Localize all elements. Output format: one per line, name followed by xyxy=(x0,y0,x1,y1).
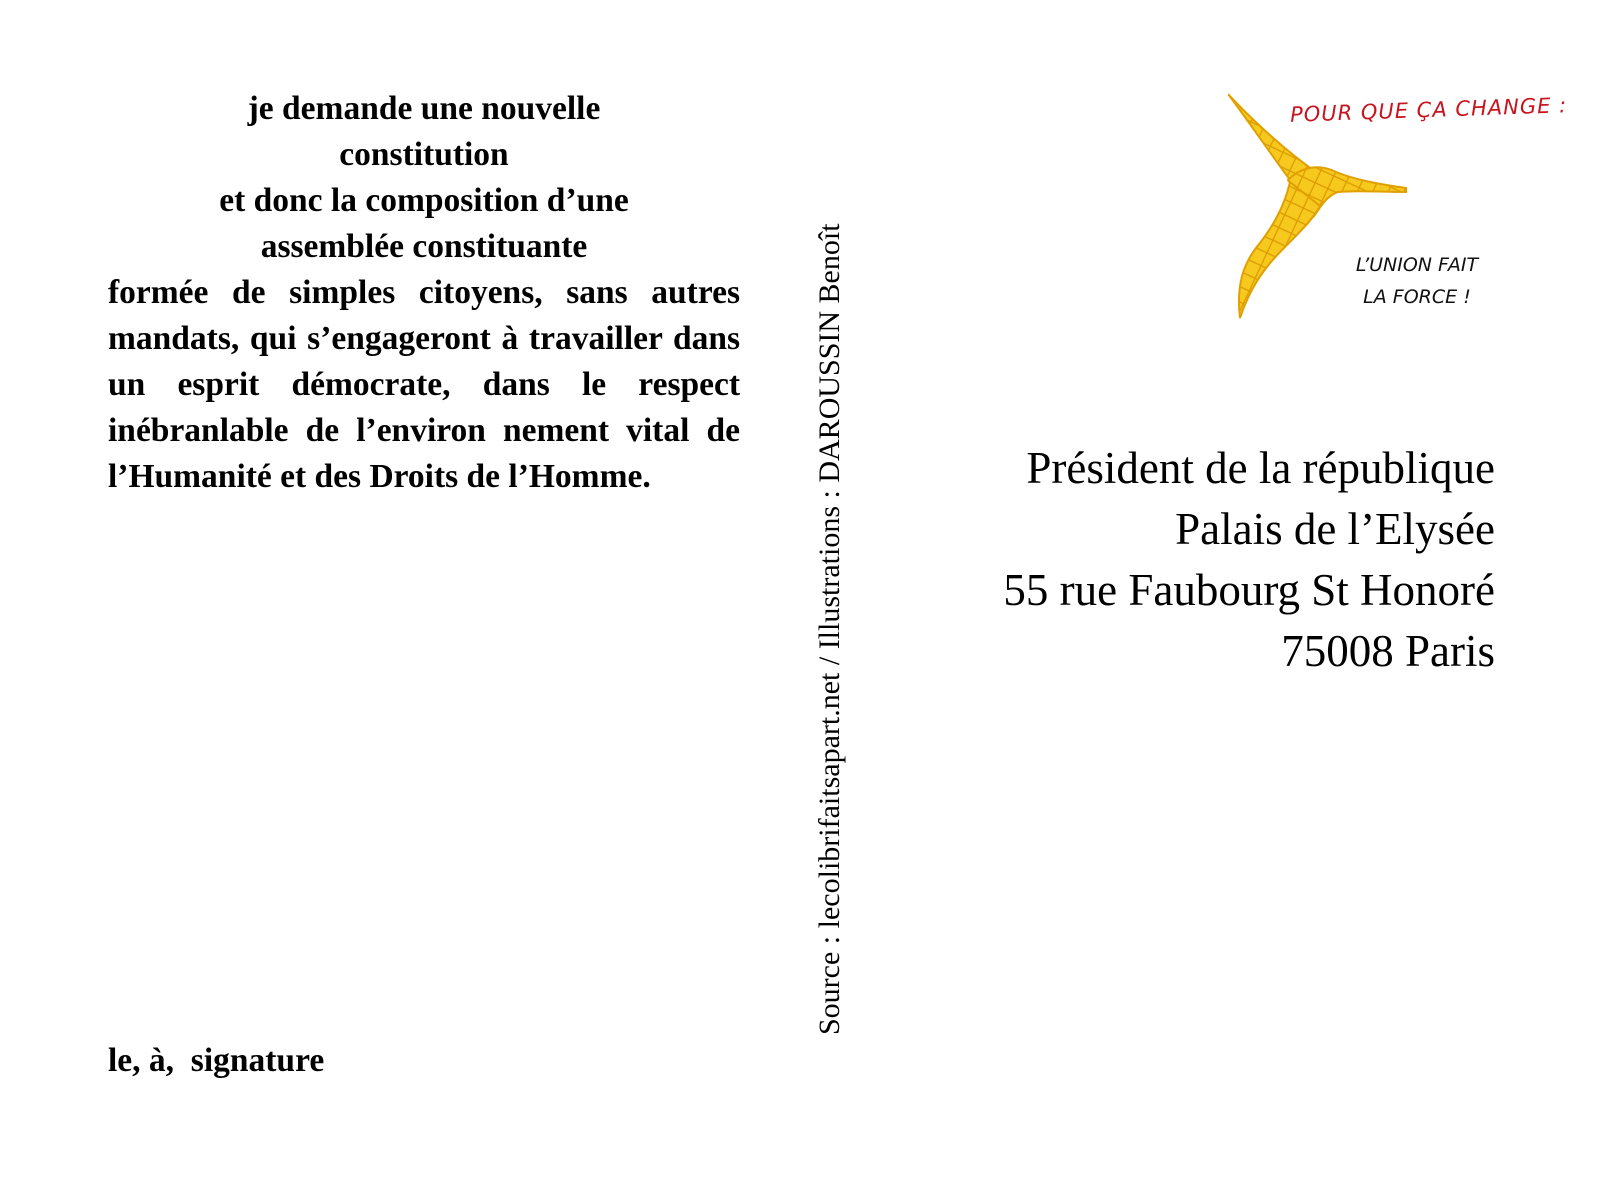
message-heading-line-2: constitution xyxy=(339,136,509,173)
recipient-address xyxy=(1003,438,1495,682)
signature-line: le, à, signature xyxy=(108,1042,325,1079)
logo-top-text: POUR QUE ÇA CHANGE : xyxy=(1289,93,1568,127)
logo-bottom-line-2: LA FORCE ! xyxy=(1363,286,1471,308)
message-block xyxy=(108,86,740,500)
message-heading-line-1: je demande une nouvelle xyxy=(247,90,601,127)
message-heading-line-4: assemblée constituante xyxy=(260,228,588,265)
address-line-4: 75008 Paris xyxy=(1281,626,1495,676)
address-line-2: Palais de l’Elysée xyxy=(1175,504,1495,554)
logo-bottom-line-1: L’UNION FAIT xyxy=(1355,254,1479,276)
message-body: formée de simples citoyens, sans autres mandats, qui s’engageront à travailler dans un esprit démocrate, dans le respect inébranlable de l’environ nement vital de l’Humanité et des Droits de l’Homme. xyxy=(108,274,740,495)
logo-bottom-text xyxy=(1352,249,1482,313)
credits-vertical: Source : lecolibrifaitsapart.net / Illustrations : DAROUSSIN Benoît xyxy=(813,223,846,1035)
address-line-1: Président de la république xyxy=(1026,443,1495,493)
address-line-3: 55 rue Faubourg St Honoré xyxy=(1003,565,1495,615)
message-heading-line-3: et donc la composition d’une xyxy=(219,182,629,219)
